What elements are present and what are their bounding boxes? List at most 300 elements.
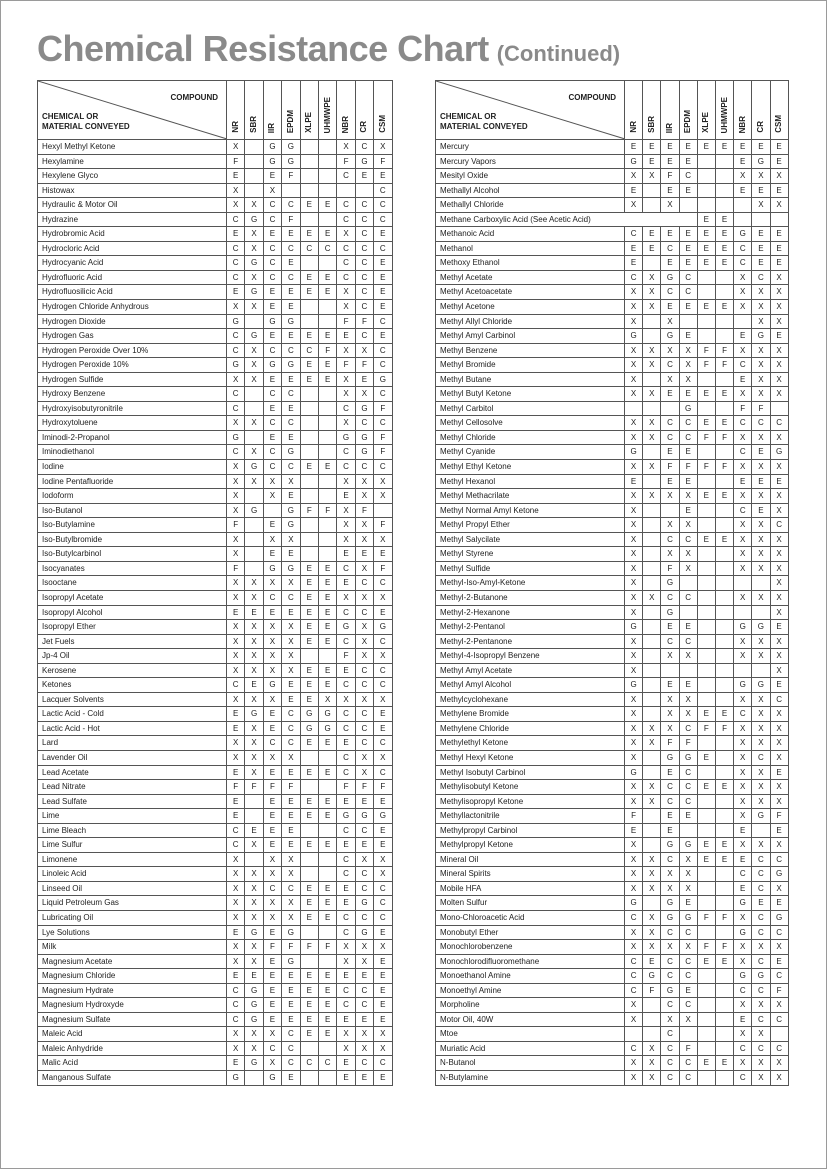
rating-iir: C: [263, 256, 281, 271]
rating-iir: E: [263, 547, 281, 562]
rating-nbr: X: [734, 460, 752, 475]
rating-xlpe: [697, 998, 715, 1013]
rating-csm: E: [770, 678, 788, 693]
column-header-wrap: [661, 81, 678, 139]
table-row: [436, 780, 789, 795]
rating-sbr: X: [245, 910, 263, 925]
table-row: [436, 823, 789, 838]
rating-iir: C: [661, 241, 679, 256]
rating-cr: G: [752, 329, 770, 344]
column-header-xlpe: [697, 81, 715, 140]
rating-cr: E: [752, 474, 770, 489]
rating-xlpe: [300, 169, 318, 184]
rating-nr: X: [227, 736, 245, 751]
rating-nbr: [337, 183, 355, 198]
rating-uhmwpe: [318, 823, 336, 838]
rating-nr: E: [227, 1056, 245, 1071]
rating-xlpe: E: [697, 241, 715, 256]
rating-sbr: [245, 140, 263, 155]
rating-nbr: X: [337, 416, 355, 431]
rating-csm: C: [374, 343, 392, 358]
rating-iir: X: [661, 692, 679, 707]
table-row: [38, 430, 393, 445]
rating-uhmwpe: E: [318, 270, 336, 285]
table-row: [436, 445, 789, 460]
rating-csm: E: [770, 140, 788, 155]
table-row: [436, 736, 789, 751]
rating-iir: X: [263, 750, 281, 765]
rating-epdm: C: [679, 1056, 697, 1071]
rating-csm: G: [374, 372, 392, 387]
rating-sbr: F: [643, 983, 661, 998]
rating-uhmwpe: [715, 474, 733, 489]
rating-cr: X: [752, 794, 770, 809]
table-row: [436, 358, 789, 373]
rating-epdm: C: [282, 387, 300, 402]
rating-csm: C: [770, 518, 788, 533]
rating-csm: X: [770, 503, 788, 518]
rating-sbr: G: [245, 998, 263, 1013]
rating-nbr: F: [337, 358, 355, 373]
column-header-label: NBR: [737, 115, 747, 133]
rating-sbr: [643, 896, 661, 911]
rating-iir: X: [263, 896, 281, 911]
rating-iir: G: [263, 314, 281, 329]
rating-cr: E: [752, 140, 770, 155]
rating-uhmwpe: E: [318, 329, 336, 344]
rating-cr: E: [355, 169, 373, 184]
rating-xlpe: E: [300, 896, 318, 911]
rating-xlpe: [697, 503, 715, 518]
rating-cr: E: [752, 241, 770, 256]
rating-nr: E: [227, 721, 245, 736]
rating-sbr: [643, 1027, 661, 1042]
rating-xlpe: [697, 881, 715, 896]
rating-iir: E: [661, 445, 679, 460]
column-header-wrap: [771, 81, 788, 139]
table-row: [436, 169, 789, 184]
rating-csm: G: [374, 809, 392, 824]
chemical-name: Mtoe: [436, 1027, 625, 1042]
rating-csm: [770, 212, 788, 227]
rating-cr: G: [355, 401, 373, 416]
rating-epdm: C: [679, 285, 697, 300]
rating-iir: X: [263, 663, 281, 678]
rating-iir: G: [661, 270, 679, 285]
rating-nr: E: [625, 823, 643, 838]
rating-sbr: [245, 547, 263, 562]
rating-iir: E: [661, 154, 679, 169]
rating-sbr: X: [643, 1041, 661, 1056]
rating-nr: F: [227, 518, 245, 533]
rating-nbr: X: [337, 940, 355, 955]
rating-epdm: X: [282, 852, 300, 867]
rating-epdm: E: [679, 809, 697, 824]
rating-nbr: E: [337, 1056, 355, 1071]
rating-xlpe: E: [697, 852, 715, 867]
column-header-nbr: [734, 81, 752, 140]
rating-cr: C: [355, 983, 373, 998]
rating-uhmwpe: [715, 736, 733, 751]
rating-nr: X: [227, 372, 245, 387]
rating-xlpe: [300, 140, 318, 155]
chemical-name: Iodine: [38, 460, 227, 475]
rating-xlpe: E: [300, 692, 318, 707]
rating-nbr: X: [734, 300, 752, 315]
rating-nr: E: [227, 605, 245, 620]
rating-xlpe: [697, 372, 715, 387]
rating-nr: F: [227, 561, 245, 576]
rating-cr: X: [752, 358, 770, 373]
column-header-label: EPDM: [286, 109, 296, 133]
header-corner: [436, 81, 625, 140]
rating-xlpe: F: [697, 910, 715, 925]
rating-uhmwpe: [715, 634, 733, 649]
column-header-wrap: [264, 81, 281, 139]
rating-epdm: [679, 198, 697, 213]
rating-nbr: [734, 605, 752, 620]
rating-uhmwpe: [715, 169, 733, 184]
rating-iir: X: [661, 721, 679, 736]
rating-csm: C: [770, 1012, 788, 1027]
rating-nbr: C: [337, 561, 355, 576]
rating-nr: E: [625, 140, 643, 155]
rating-iir: C: [661, 1041, 679, 1056]
table-row: [38, 823, 393, 838]
chemical-name: Methyl Bromide: [436, 358, 625, 373]
rating-nr: G: [625, 765, 643, 780]
chemical-name: Magnesium Hydrate: [38, 983, 227, 998]
rating-sbr: [643, 620, 661, 635]
rating-nr: C: [227, 401, 245, 416]
table-row: [436, 663, 789, 678]
rating-uhmwpe: [715, 372, 733, 387]
rating-cr: X: [355, 852, 373, 867]
rating-epdm: E: [282, 329, 300, 344]
rating-nbr: X: [734, 736, 752, 751]
rating-iir: E: [661, 620, 679, 635]
rating-sbr: [643, 561, 661, 576]
rating-nr: X: [625, 780, 643, 795]
rating-nr: X: [227, 532, 245, 547]
rating-epdm: C: [282, 343, 300, 358]
rating-nr: C: [227, 212, 245, 227]
rating-epdm: F: [282, 940, 300, 955]
rating-iir: G: [661, 605, 679, 620]
rating-csm: C: [374, 241, 392, 256]
rating-xlpe: [300, 474, 318, 489]
rating-xlpe: E: [697, 387, 715, 402]
rating-epdm: C: [282, 721, 300, 736]
rating-uhmwpe: [715, 590, 733, 605]
table-row: [38, 518, 393, 533]
column-header-label: EPDM: [683, 109, 693, 133]
rating-cr: C: [355, 460, 373, 475]
chemical-name: Isocyanates: [38, 561, 227, 576]
chemical-name: Methallyl Alcohol: [436, 183, 625, 198]
rating-xlpe: [300, 401, 318, 416]
rating-sbr: G: [245, 503, 263, 518]
rating-uhmwpe: [318, 532, 336, 547]
rating-sbr: X: [643, 940, 661, 955]
rating-csm: C: [770, 416, 788, 431]
rating-sbr: X: [643, 780, 661, 795]
rating-csm: E: [770, 154, 788, 169]
column-header-sbr: [245, 81, 263, 140]
rating-csm: F: [374, 401, 392, 416]
rating-xlpe: [300, 256, 318, 271]
rating-xlpe: [300, 387, 318, 402]
column-header-wrap: [356, 81, 373, 139]
table-row: [38, 881, 393, 896]
rating-epdm: [679, 1027, 697, 1042]
rating-cr: X: [752, 300, 770, 315]
rating-csm: X: [374, 867, 392, 882]
rating-nbr: G: [734, 896, 752, 911]
chemical-name: Methyl-4-Isopropyl Benzene: [436, 649, 625, 664]
rating-sbr: X: [245, 838, 263, 853]
rating-iir: C: [263, 241, 281, 256]
chemical-name: Molten Sulfur: [436, 896, 625, 911]
table-row: [436, 416, 789, 431]
rating-epdm: C: [679, 634, 697, 649]
rating-nbr: X: [734, 954, 752, 969]
rating-nbr: C: [337, 910, 355, 925]
rating-uhmwpe: E: [318, 634, 336, 649]
column-header-wrap: [337, 81, 354, 139]
chemical-name: Methylisobutyl Ketone: [436, 780, 625, 795]
rating-uhmwpe: [318, 445, 336, 460]
table-row: [38, 998, 393, 1013]
chemical-name: Iso-Butanol: [38, 503, 227, 518]
rating-sbr: X: [245, 416, 263, 431]
rating-iir: C: [263, 736, 281, 751]
rating-iir: C: [263, 270, 281, 285]
rating-xlpe: [300, 823, 318, 838]
rating-sbr: [643, 707, 661, 722]
rating-sbr: [245, 401, 263, 416]
rating-xlpe: E: [697, 489, 715, 504]
rating-csm: E: [374, 300, 392, 315]
table-row: [436, 241, 789, 256]
chemical-name: Methyl Acetone: [436, 300, 625, 315]
chemical-name: Isopropyl Acetate: [38, 590, 227, 605]
table-row: [436, 940, 789, 955]
rating-sbr: [643, 663, 661, 678]
rating-nr: X: [227, 910, 245, 925]
rating-nr: X: [227, 576, 245, 591]
table-row: [436, 561, 789, 576]
rating-nbr: E: [337, 576, 355, 591]
rating-nr: X: [227, 896, 245, 911]
chemical-name: Muriatic Acid: [436, 1041, 625, 1056]
rating-nbr: X: [734, 692, 752, 707]
rating-nr: X: [227, 881, 245, 896]
rating-xlpe: [300, 750, 318, 765]
rating-nr: X: [227, 198, 245, 213]
rating-uhmwpe: [715, 823, 733, 838]
rating-epdm: X: [282, 474, 300, 489]
rating-sbr: X: [643, 590, 661, 605]
rating-epdm: E: [282, 372, 300, 387]
header-diagonal: [38, 81, 226, 139]
rating-xlpe: [300, 314, 318, 329]
rating-iir: E: [263, 983, 281, 998]
rating-xlpe: [697, 605, 715, 620]
rating-epdm: X: [679, 940, 697, 955]
rating-xlpe: E: [300, 576, 318, 591]
rating-xlpe: E: [300, 329, 318, 344]
rating-cr: C: [355, 1056, 373, 1071]
rating-xlpe: F: [300, 940, 318, 955]
rating-sbr: [643, 518, 661, 533]
rating-cr: X: [355, 489, 373, 504]
rating-cr: E: [752, 503, 770, 518]
rating-sbr: E: [245, 969, 263, 984]
rating-sbr: [245, 314, 263, 329]
rating-iir: E: [263, 969, 281, 984]
rating-nbr: E: [734, 881, 752, 896]
chemical-name: Lime Bleach: [38, 823, 227, 838]
rating-uhmwpe: F: [715, 910, 733, 925]
chemical-name: Hydroxytoluene: [38, 416, 227, 431]
rating-epdm: C: [679, 1071, 697, 1086]
rating-csm: C: [770, 925, 788, 940]
rating-nr: X: [625, 532, 643, 547]
rating-cr: G: [752, 809, 770, 824]
rating-epdm: E: [282, 838, 300, 853]
chemical-name: Iso-Butylbromide: [38, 532, 227, 547]
rating-nbr: X: [337, 1027, 355, 1042]
rating-nr: X: [227, 416, 245, 431]
table-row: [38, 227, 393, 242]
rating-xlpe: [300, 430, 318, 445]
rating-nr: C: [625, 910, 643, 925]
rating-uhmwpe: [715, 1012, 733, 1027]
rating-nbr: X: [337, 372, 355, 387]
rating-nr: G: [227, 430, 245, 445]
rating-uhmwpe: E: [715, 387, 733, 402]
rating-epdm: G: [282, 518, 300, 533]
rating-uhmwpe: E: [715, 532, 733, 547]
rating-nbr: X: [337, 387, 355, 402]
rating-csm: C: [770, 1041, 788, 1056]
rating-sbr: X: [245, 343, 263, 358]
rating-nbr: [734, 576, 752, 591]
rating-nr: X: [625, 736, 643, 751]
rating-nr: X: [625, 576, 643, 591]
rating-csm: E: [374, 256, 392, 271]
rating-xlpe: E: [697, 954, 715, 969]
rating-cr: G: [752, 620, 770, 635]
rating-xlpe: E: [300, 198, 318, 213]
rating-uhmwpe: [715, 794, 733, 809]
rating-cr: E: [752, 183, 770, 198]
chemical-name: Magnesium Hydroxyde: [38, 998, 227, 1013]
table-row: [38, 270, 393, 285]
rating-uhmwpe: [318, 256, 336, 271]
chemical-name: Hydrofluoric Acid: [38, 270, 227, 285]
rating-sbr: X: [643, 910, 661, 925]
rating-cr: F: [355, 780, 373, 795]
rating-iir: X: [263, 532, 281, 547]
rating-sbr: X: [245, 1041, 263, 1056]
rating-sbr: X: [643, 343, 661, 358]
table-row: [436, 329, 789, 344]
rating-csm: C: [374, 314, 392, 329]
rating-cr: C: [752, 954, 770, 969]
rating-iir: G: [661, 838, 679, 853]
rating-xlpe: E: [300, 910, 318, 925]
rating-uhmwpe: E: [715, 300, 733, 315]
rating-nr: X: [227, 634, 245, 649]
rating-epdm: E: [282, 765, 300, 780]
rating-nbr: X: [734, 910, 752, 925]
rating-csm: E: [374, 998, 392, 1013]
rating-cr: G: [355, 430, 373, 445]
rating-xlpe: [300, 518, 318, 533]
rating-nr: X: [625, 169, 643, 184]
rating-nbr: F: [337, 154, 355, 169]
rating-uhmwpe: [318, 169, 336, 184]
chemical-table-right: [435, 80, 789, 1086]
rating-csm: X: [374, 489, 392, 504]
rating-nr: C: [227, 838, 245, 853]
rating-nbr: X: [734, 532, 752, 547]
rating-sbr: [245, 183, 263, 198]
rating-nbr: C: [337, 823, 355, 838]
rating-iir: C: [263, 1041, 281, 1056]
rating-csm: E: [770, 256, 788, 271]
table-row: [38, 780, 393, 795]
rating-csm: X: [770, 707, 788, 722]
table-row: [38, 372, 393, 387]
rating-iir: C: [263, 212, 281, 227]
rating-xlpe: E: [697, 750, 715, 765]
rating-xlpe: [697, 620, 715, 635]
rating-nr: X: [625, 852, 643, 867]
rating-sbr: [245, 169, 263, 184]
table-row: [38, 983, 393, 998]
rating-iir: X: [661, 707, 679, 722]
table-row: [38, 925, 393, 940]
rating-nbr: X: [734, 387, 752, 402]
rating-csm: F: [374, 780, 392, 795]
chemical-name: Methyl Salycilate: [436, 532, 625, 547]
rating-nr: E: [625, 241, 643, 256]
rating-xlpe: [300, 154, 318, 169]
rating-nbr: C: [734, 983, 752, 998]
rating-nbr: X: [337, 1041, 355, 1056]
rating-iir: X: [263, 867, 281, 882]
chemical-name: Methallyl Chloride: [436, 198, 625, 213]
rating-epdm: E: [282, 300, 300, 315]
rating-nr: X: [625, 721, 643, 736]
column-header-label: SBR: [647, 116, 657, 133]
rating-nbr: C: [734, 416, 752, 431]
table-row: [38, 838, 393, 853]
rating-nr: C: [227, 983, 245, 998]
rating-sbr: E: [245, 605, 263, 620]
table-row: [436, 300, 789, 315]
rating-iir: G: [661, 750, 679, 765]
chemical-name: Hydrogen Sulfide: [38, 372, 227, 387]
column-header-label: NR: [628, 121, 638, 133]
rating-csm: C: [374, 183, 392, 198]
rating-epdm: X: [282, 663, 300, 678]
rating-iir: E: [263, 809, 281, 824]
rating-nr: X: [625, 794, 643, 809]
